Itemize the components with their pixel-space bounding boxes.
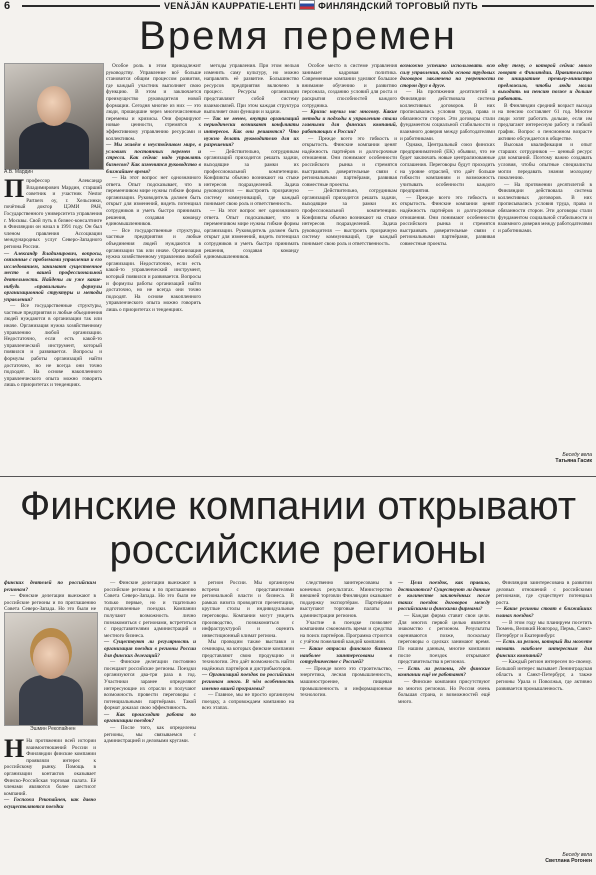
question: финских деятелей по российским регионам? (4, 580, 96, 593)
article2-column-4 (300, 580, 392, 872)
flag-icon (299, 0, 315, 10)
article1-column-5 (400, 63, 495, 468)
question: — Кризис научил нас многому. Какие методы и подходы к управлению стали главными для финских компаний, работающих в России? (302, 109, 397, 135)
paragraph: Мы проводим также выставки и семинары, на которых финские компании представляют свою продукцию и технологии. Это даёт возможность найти надёжных партнёров и дистрибьюторов. (202, 639, 294, 672)
article1-column-6 (498, 63, 592, 451)
paragraph: На протяжении всей истории взаимоотношений России и Финляндии финские компании проявляли интерес к российскому рынку. Помощь в организации контактов оказывает Финско-Российская торговая палата. Её членами являются более шестисот компаний. (4, 738, 96, 797)
question: — Госпожа Рекопайнен, как давно осуществляются поездки (4, 797, 96, 810)
paragraph: — После того, как определены регионы, мы связываемся с администрацией и деловыми кругами. (104, 725, 196, 745)
publication-name-fi: VENÄJÄN KAUPPATIE-LEHTI (164, 1, 297, 11)
paragraph: — Каждый регион интересен по-своему. Большой интерес вызывает Ленинградская область и Санкт-Петербург, а также регионы Урала и Поволжья, где активно развивается промышленность. (496, 659, 592, 692)
signature-name: Светлана Рогонен (545, 858, 592, 864)
question: — Мы живём в неустойчивом мире, в условиях постоянных перемен и стресса. Как сейчас надо управлять бизнесом? Как изменится руководство в ближайшее время? (106, 142, 201, 175)
publication-name (160, 0, 482, 11)
paragraph: — Каждая фирма ставит свои цели. Для многих первой целью является знакомство с регионом. Результаты оцениваются позже, поскольку переговоры о сделках занимают время. По нашим данным, многие компании после поездок открывают представительства в регионах. (398, 612, 490, 666)
question: — Есть ли регион, который Вы можете назвать наиболее интересным для финских компаний? (496, 639, 592, 659)
portrait-head (33, 637, 69, 679)
article1-column-4 (302, 63, 397, 468)
article1-column-2 (106, 63, 201, 468)
paragraph: — На протяжении десятилетий в Финляндии действовала система коллективных договоров. В них прописывались условия труда, права и обязанности сторон. Эти договоры стали фундаментом социальной стабильности и взаимного доверия между работодателями и работниками. (498, 181, 592, 234)
paragraph: профессор Александр Владимирович Мардин, старший советник и участник Nestor Partners oy, г. Хельсинки, почётный доктор ЦЭМИ РАН, Государственного университета управления г. Москвы. Свой путь в бизнес-консалтинге в Финляндии он начал в 1991 году. Он был членом правления Ассоциации международных услуг Северо-Западного региона России. (4, 178, 102, 250)
paragraph: — Прежде всего это строительство, энергетика, лесная промышленность, машиностроение, пищевая промышленность и информационные технологии. (300, 665, 392, 699)
question: — Александр Владимирович, вопросы, связанные с проблемами управления и его исследованием, занимают существенное место в вашей профессиональной деятельности. Найдены ли уже какие-нибудь «правильные» формулы организационной структуры и методы управления? (4, 250, 102, 303)
paragraph: — Главное, мы не просто организуем поездку, а сопровождаем компанию на всех этапах. (202, 692, 294, 712)
article2-column-6 (496, 580, 592, 848)
question: — Как происходит работа по организации поездок? (104, 711, 196, 725)
article-divider (0, 476, 596, 477)
question: — Какие отрасли финского бизнеса наиболее заинтересованы в сотрудничестве с Россией? (300, 645, 392, 666)
paragraph: — На этот вопрос нет однозначного ответа. Опыт подсказывает, что в переменчивом мире нужны гибкие формы организации. Руководитель должен быть открыт для изменений, видеть потенциал сотрудников и уметь быстро принимать решения, создавая команду единомышленников. (106, 175, 201, 228)
portrait-suit (19, 122, 89, 169)
article2-photo-caption: Эшмин Рекопайнен (30, 726, 76, 732)
drop-cap: П (4, 174, 25, 203)
signature-label: Беседу вела (562, 452, 592, 458)
paragraph: Высокая квалификация и опыт старших сотрудников — ценный ресурс для компаний. Поэтому важно создавать условия, чтобы опытные специалисты могли передавать знания молодому поколению. (498, 142, 592, 182)
article1-photo-caption: А.В. Мардин (4, 169, 33, 175)
question: — Есть ли регионы, где финские компании ещё не работают? (398, 665, 490, 679)
article2-portrait (4, 612, 98, 726)
paragraph: — Все государственные структуры, частные предприятия и любые объединения людей нуждаются в организации так или иначе. Организация нужна хозяйственному управлению любой организации. Недостаточно, если есть какой-то управленческий инструмент, который появился и развивается. Вопросы и формулы работы организаций найти достаточно, но не всегда они точно подходят. На основе накопленного управленческого опыта можно говорить лишь о приоритетах и тенденциях. (4, 303, 102, 389)
article2-column-1-top (4, 580, 96, 613)
question: — Так не менее, внутри организаций периодически возникают конфликты интересов. Как они решаются? Что нужно делать руководителю для их разрешения? (204, 115, 299, 149)
question: одну тему, о которой сейчас много говорят в Финляндии. Правительство по инициативе премьер-министра предложило, чтобы люди могли выходить на пенсию позже и дольше работать. (498, 63, 592, 102)
paragraph: — На протяжении десятилетий в Финляндии действовала система коллективных договоров. В них прописывались условия труда, права и обязанности сторон. Эти договоры стали фундаментом социальной стабильности и взаимного доверия между работодателями и работниками. (400, 89, 495, 142)
article2-column-3 (202, 580, 294, 872)
portrait-suit (19, 675, 83, 725)
paragraph: — Финские делегации выезжают в российские регионы и по приглашению Совета Северо-Запада. Но это были не только первые, но и тщательно подготовленные поездки. Компании получают возможность лично познакомиться с регионами, встретиться с представителями администраций и местного бизнеса. (104, 580, 196, 639)
paragraph: — Действительно, сотрудникам организаций приходится решать задачи, выходящие за рамки их профессиональной компетенции. Конфликты обычно возникают на стыке интересов подразделений. Задача руководителя — выстроить прозрачную систему коммуникаций, где каждый понимает свою роль и ответственность. (204, 148, 299, 208)
paragraph: — В этом году мы планируем посетить Тюмень, Великий Новгород, Пермь, Санкт-Петербург и Екатеринбург. (496, 619, 592, 639)
paragraph: Особое место в системе управления занимает кадровая политика. Современные компании уделяют большое внимание обучению и развитию персонала, созданию условий для роста и раскрытия способностей каждого сотрудника. (302, 63, 397, 109)
article2-title: Финские компании открывают российские регионы (19, 484, 577, 572)
signature-label: Беседу вела (562, 852, 592, 858)
paragraph: — На этот вопрос нет однозначного ответа. Опыт подсказывает, что в переменчивом мире нужны гибкие формы организации. Руководитель должен быть открыт для изменений, видеть потенциал сотрудников и уметь быстро принимать решения, создавая команду единомышленников. (204, 208, 299, 261)
paragraph: Участие в поездке позволяет компаниям сэкономить время и средства на поиск партнёров. Программа строится с учётом пожеланий каждой компании. (300, 619, 392, 646)
paragraph: Особое роль в этом принадлежит руководству. Управление всё больше становится общим процессом развития, где каждый участник выполняет свою функцию. В этом и заключается преимущество руководителя новой формации. Сегодня многие из них — это люди, прошедшие через многочисленные перемены и кризисы. Они формируют новые ценности, стремятся к эффективному управлению ресурсами и коллективом. (106, 63, 201, 142)
question: — Какие регионы стоят в ближайших планах поездок? (496, 606, 592, 619)
paragraph: регион России. Мы организуем встречи с представителями региональной власти и бизнеса. В рамках визита проводятся презентации, круглые столы и индивидуальные переговоры. Компании могут увидеть производство, познакомиться с инфраструктурой и оценить инвестиционный климат региона. (202, 580, 294, 639)
article2-column-5 (398, 580, 490, 872)
publication-name-ru: ФИНЛЯНДСКИЙ ТОРГОВЫЙ ПУТЬ (318, 1, 478, 11)
paragraph: следственно заинтересованы в конечных результатах. Министерство внешней торговли Финляндии оказывает поддержку экспортёрам. Партнёрами выступают торговые палаты и администрации регионов. (300, 580, 392, 619)
paragraph: — Прежде всего это гибкость и открытость. Финские компании ценят надёжность партнёров и долгосрочные отношения. Они понимают особенности российского рынка и стремятся выстраивать доверительные связи с региональными партнёрами, развивая совместные проекты. (400, 194, 495, 248)
article2-signature (496, 852, 592, 864)
paragraph: Однако, Центральный союз финских предпринимателей (EK) объявил, что не будет заключать новые централизованные соглашения. Переговоры будут проходить на уровне отраслей, что даёт больше гибкости компаниям и возможность учитывать особенности каждого предприятия. (400, 142, 495, 195)
page-number: 6 (4, 0, 11, 12)
portrait-head (37, 86, 71, 126)
paragraph: — Прежде всего это гибкость и открытость. Финские компании ценят надёжность партнёров и долгосрочные отношения. Они понимают особенности российского рынка и стремятся выстраивать доверительные связи с региональными партнёрами, развивая совместные проекты. (302, 135, 397, 188)
article1-column-3 (204, 63, 299, 468)
article1-signature (498, 452, 592, 464)
question: — Цели поездок, как правило, достигаются? Существуют ли данные о количестве заключённых после таких поездок договоров между российскими и финскими фирмами? (398, 580, 490, 613)
article1-title: Время перемен (139, 14, 457, 58)
page-header (0, 0, 596, 12)
paragraph: — Действительно, сотрудникам организаций приходится решать задачи, выходящие за рамки их профессиональной компетенции. Конфликты обычно возникают на стыке интересов подразделений. Задача руководителя — выстроить прозрачную систему коммуникаций, где каждый понимает свою роль и ответственность. (302, 188, 397, 248)
paragraph: — Финские компании присутствуют во многих регионах. Но Россия очень большая страна, и возможностей ещё много. (398, 678, 490, 705)
paragraph: В Финляндии средний возраст выхода на пенсию составляет 61 год. Многие люди хотят работать дольше, если им предлагают интересную работу и гибкий график. Вопрос о пенсионном возрасте активно обсуждается в обществе. (498, 102, 592, 142)
article1-column-1 (4, 174, 102, 468)
question: возможно успешно использовать всю силу управления, когда основа трудовых договоров заключена на уверенности сторон друг в друге. (400, 63, 495, 89)
paragraph: Финляндия заинтересована в развитии деловых отношений с российскими регионами, где существует потенциал роста. (496, 580, 592, 606)
article2-column-2 (104, 580, 196, 872)
signature-name: Татьяна Гасик (555, 458, 592, 464)
drop-cap: Н (4, 734, 25, 763)
article1-portrait (4, 63, 104, 170)
article2-column-1 (4, 734, 96, 872)
paragraph: — Финские делегации постоянно посещают российские регионы. Поездки организуются два-три раза в год. Участники заранее определяют интересующие их отрасли и получают возможность провести переговоры с потенциальными партнёрами. Такой формат доказал свою эффективность. (104, 659, 196, 712)
paragraph: методы управления. При этом нельзя изменить саму культуру, но можно направлять её развитие. Большинство ресурсов предприятия включено в процесс. Ресурсы организации представляют собой систему взаимосвязей. При этом каждая структура выполняет свои функции и задачи. (204, 63, 299, 116)
paragraph: — Финские делегации выезжают в российские регионы и по приглашению Совета Северо-Запада. Но это были не (4, 593, 96, 613)
paragraph: — Все государственные структуры, частные предприятия и любые объединения людей нуждаются в организации так или иначе. Организация нужна хозяйственному управлению любой организации. Недостаточно, если есть какой-то управленческий инструмент, который появился и развивается. Вопросы и формулы работы организаций найти достаточно, но не всегда они точно подходят. На основе накопленного управленческого опыта можно говорить лишь о приоритетах и тенденциях. (106, 227, 201, 313)
question: — Существуют ли регулярность и организация поездки в регионы России для финских делегаций? (104, 639, 196, 659)
question: — Организаций поездок по российским регионам много. В чём особенность именно вашей программы? (202, 672, 294, 692)
